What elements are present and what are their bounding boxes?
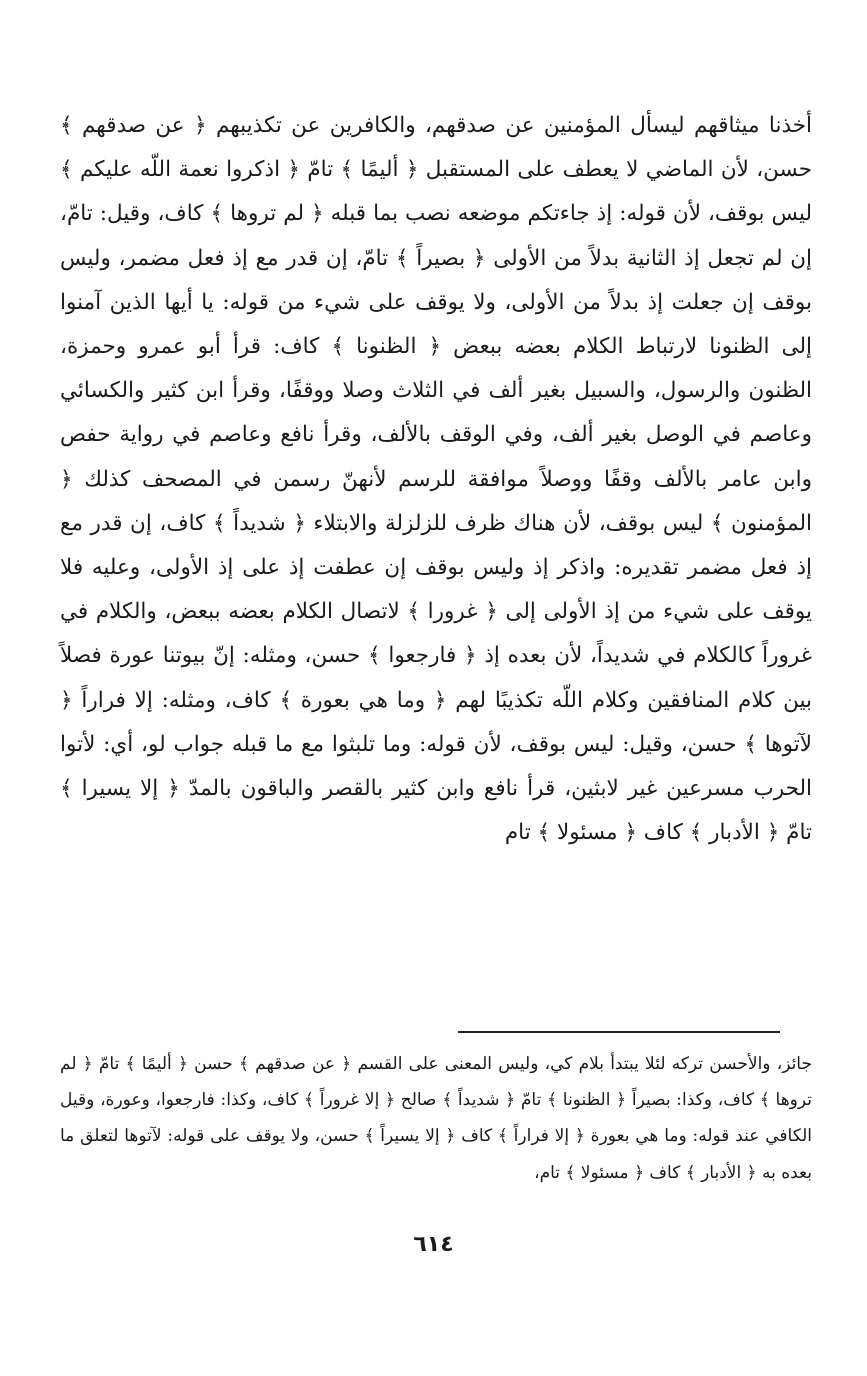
- main-paragraph: أخذنا ميثاقهم ليسأل المؤمنين عن صدقهم، والكافرين عن تكذيبهم ﴿ عن صدقهم ﴾ حسن، لأن الماضي لا يعطف على المستقبل ﴿ أليمًا ﴾ تامّ ﴿ اذكروا نعمة اللّه عليكم ﴾ ليس بوقف، لأن قوله: إذ جاءتكم موضعه نصب بما قبله ﴿ لم تروها ﴾ كاف، وقيل: تامّ، إن لم تجعل إذ الثانية بدلاً من الأولى ﴿ بصيراً ﴾ تامّ، إن قدر مع إذ فعل مضمر، وليس بوقف إن جعلت إذ بدلاً من الأولى، ولا يوقف على شيء من قوله: يا أيها الذين آمنوا إلى الظنونا لارتباط الكلام بعضه ببعض ﴿ الظنونا ﴾ كاف: قرأ أبو عمرو وحمزة، الظنون والرسول، والسبيل بغير ألف في الثلاث وصلا ووقفًا، وقرأ ابن كثير والكسائي وعاصم في الوصل بغير ألف، وفي الوقف بالألف، وقرأ نافع وعاصم في رواية حفص وابن عامر بالألف وقفًا ووصلاً موافقة للرسم لأنهنّ رسمن في المصحف كذلك ﴿ المؤمنون ﴾ ليس بوقف، لأن هناك ظرف للزلزلة والابتلاء ﴿ شديداً ﴾ كاف، إن قدر مع إذ فعل مضمر تقديره: واذكر إذ وليس بوقف إن عطفت إذ على إذ الأولى، وعليه فلا يوقف على شيء من إذ الأولى إلى ﴿ غرورا ﴾ لاتصال الكلام بعضه ببعض، والكلام في غروراً كالكلام في شديداً، لأن بعده إذ ﴿ فارجعوا ﴾ حسن، ومثله: إنّ بيوتنا عورة فصلاً بين كلام المنافقين وكلام اللّه تكذيبًا لهم ﴿ وما هي بعورة ﴾ كاف، ومثله: إلا فراراً ﴿ لآتوها ﴾ حسن، وقيل: ليس بوقف، لأن قوله: وما تلبثوا مع ما قبله جواب لو، أي: لأتوا الحرب مسرعين غير لابثين، قرأ نافع وابن كثير بالقصر والباقون بالمدّ ﴿ إلا يسيرا ﴾ تامّ ﴿ الأدبار ﴾ كاف ﴿ مسئولا ﴾ تام: [60, 113, 812, 846]
- footnote-paragraph: جائز، والأحسن تركه لئلا يبتدأ بلام كي، وليس المعنى على القسم ﴿ عن صدقهم ﴾ حسن ﴿ أليمًا ﴾ تامّ ﴿ لم تروها ﴾ كاف، وكذا: بصيراً ﴿ الظنونا ﴾ تامّ ﴿ شديداً ﴾ صالح ﴿ إلا غروراً ﴾ كاف، وكذا: فارجعوا، وعورة، وقيل الكافي عند قوله: وما هي بعورة ﴿ إلا فراراً ﴾ كاف ﴿ إلا يسيراً ﴾ حسن، ولا يوقف على قوله: لآتوها لتعلق ما بعده به ﴿ الأدبار ﴾ كاف ﴿ مسئولا ﴾ تام،: [60, 1054, 812, 1183]
- footnote-separator: [458, 1031, 780, 1033]
- page-number: ٦١٤: [413, 1232, 454, 1257]
- main-text-block: [60, 104, 812, 855]
- footnote-block: [60, 1046, 812, 1191]
